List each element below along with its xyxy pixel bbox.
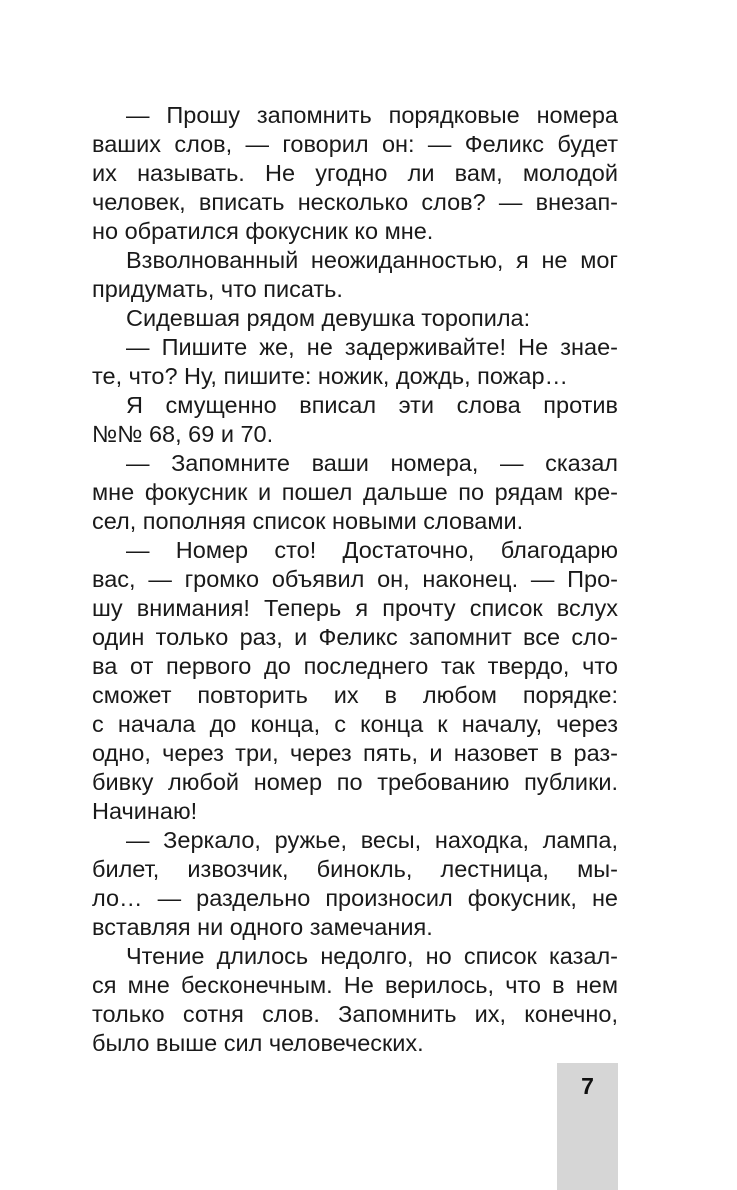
text-line: мне фокусник и пошел дальше по рядам кре- bbox=[92, 479, 618, 505]
text-line: Я смущенно вписал эти слова против bbox=[126, 392, 618, 418]
paragraph bbox=[92, 826, 618, 942]
text-line: Начинаю! bbox=[92, 798, 198, 824]
paragraph bbox=[92, 101, 618, 246]
text-line: с начала до конца, с конца к началу, через bbox=[92, 711, 618, 737]
body-text bbox=[92, 101, 618, 1058]
text-line: — Прошу запомнить порядковые номера bbox=[126, 102, 618, 128]
text-line: но обратился фокусник ко мне. bbox=[92, 218, 434, 244]
text-line: ваших слов, — говорил он: — Феликс будет bbox=[92, 131, 618, 157]
text-line: Взволнованный неожиданностью, я не мог bbox=[126, 247, 618, 273]
text-line: — Пишите же, не задерживайте! Не знае- bbox=[126, 334, 618, 360]
text-line: только сотня слов. Запомнить их, конечно, bbox=[92, 1001, 618, 1027]
text-line: — Номер сто! Достаточно, благодарю bbox=[126, 537, 618, 563]
text-line: те, что? Ну, пишите: ножик, дождь, пожар… bbox=[92, 363, 569, 389]
text-line: было выше сил человеческих. bbox=[92, 1030, 424, 1056]
text-line: сможет повторить их в любом порядке: bbox=[92, 682, 618, 708]
text-line: шу внимания! Теперь я прочту список вслух bbox=[92, 595, 618, 621]
text-line: ся мне бесконечным. Не верилось, что в нем bbox=[92, 972, 618, 998]
text-line: одно, через три, через пять, и назовет в раз- bbox=[92, 740, 618, 766]
page-number-tab bbox=[557, 1063, 618, 1190]
paragraph bbox=[92, 391, 618, 449]
paragraph bbox=[92, 536, 618, 826]
paragraph bbox=[92, 333, 618, 391]
text-line: ва от первого до последнего так твердо, что bbox=[92, 653, 618, 679]
paragraph bbox=[92, 449, 618, 536]
paragraph bbox=[92, 304, 618, 333]
page-number: 7 bbox=[581, 1073, 594, 1099]
text-line: ло… — раздельно произносил фокусник, не bbox=[92, 885, 618, 911]
text-line: один только раз, и Феликс запомнит все сло- bbox=[92, 624, 618, 650]
text-line: билет, извозчик, бинокль, лестница, мы- bbox=[92, 856, 618, 882]
text-line: придумать, что писать. bbox=[92, 276, 343, 302]
text-line: Сидевшая рядом девушка торопила: bbox=[126, 305, 531, 331]
text-line: — Запомните ваши номера, — сказал bbox=[126, 450, 618, 476]
text-line: сел, пополняя список новыми словами. bbox=[92, 508, 524, 534]
text-line: их называть. Не угодно ли вам, молодой bbox=[92, 160, 618, 186]
text-line: человек, вписать несколько слов? — внезап- bbox=[92, 189, 618, 215]
text-line: вставляя ни одного замечания. bbox=[92, 914, 433, 940]
paragraph bbox=[92, 246, 618, 304]
text-line: — Зеркало, ружье, весы, находка, лампа, bbox=[126, 827, 618, 853]
text-line: бивку любой номер по требованию публики. bbox=[92, 769, 618, 795]
paragraph bbox=[92, 942, 618, 1058]
text-line: №№ 68, 69 и 70. bbox=[92, 421, 274, 447]
text-line: вас, — громко объявил он, наконец. — Про- bbox=[92, 566, 618, 592]
text-line: Чтение длилось недолго, но список казал- bbox=[126, 943, 618, 969]
